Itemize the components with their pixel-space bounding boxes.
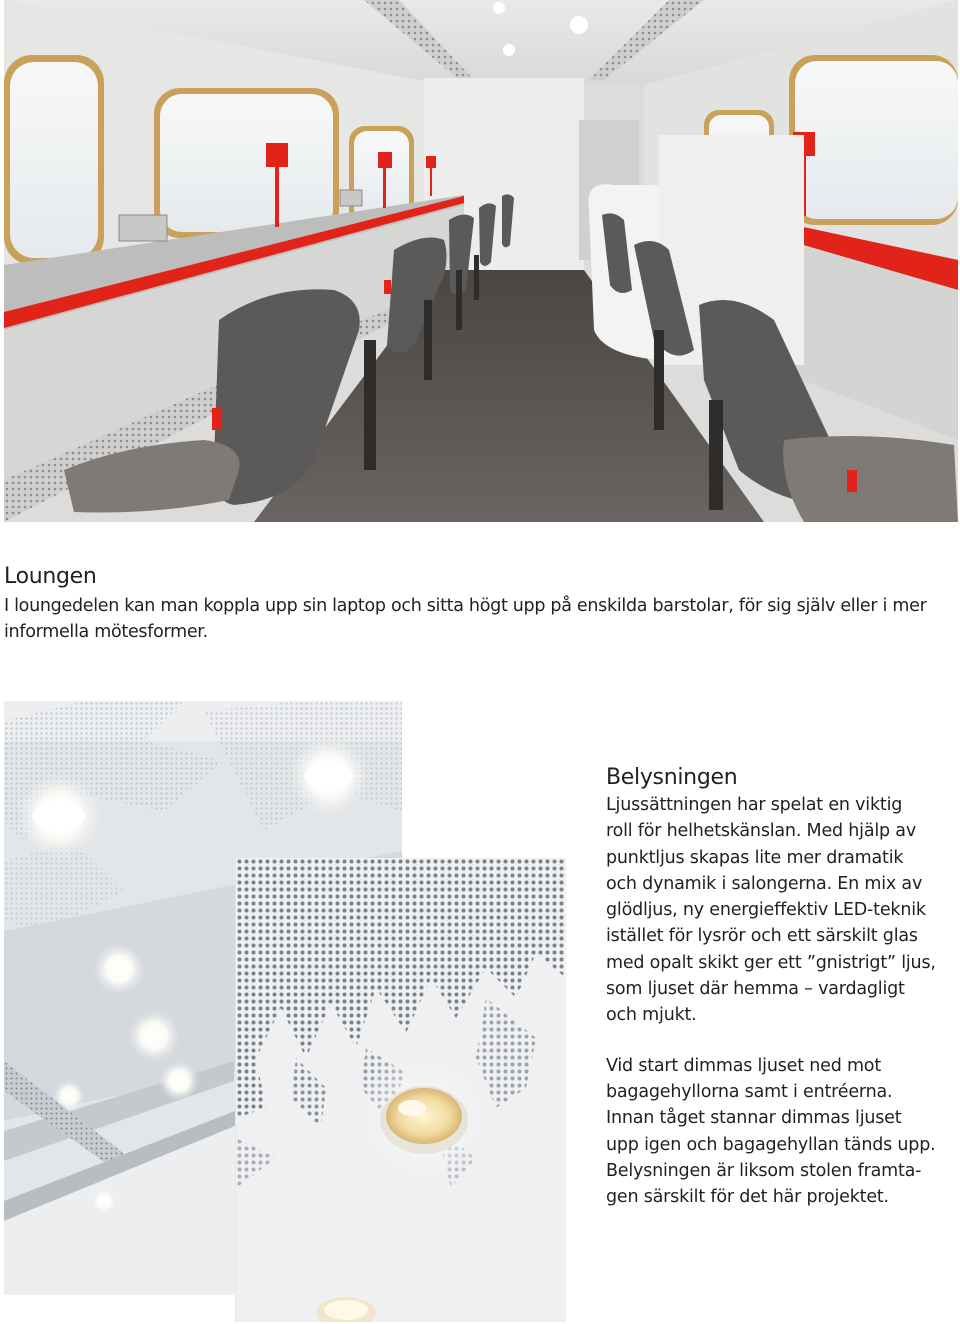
lounge-body: I loungedelen kan man koppla upp sin laptop och sitta högt upp på enskilda barstolar, för sig själv eller i mer informella mötesformer. <box>4 596 927 642</box>
lounge-heading: Loungen <box>4 564 97 589</box>
lighting-paragraph-2: Vid start dimmas ljuset ned mot bagagehyllorna samt i entréerna. Innan tåget stannar dimmas ljuset upp igen och bagagehyllan tänds upp. Belysningen är liksom stolen framta- gen särskilt för det här projektet. <box>606 1055 936 1208</box>
lighting-paragraph-1: Ljussättningen har spelat en viktig roll för helhetskänslan. Med hjälp av punktljus skapas lite mer dramatik och dynamik i salongerna. En mix av glödljus, ny energieffektiv LED-teknik istället för lysrör och ett särskilt glas med opalt skikt ger ett ”gnistrigt” ljus, som ljuset där hemma – vardagligt och mjukt. <box>606 795 936 1026</box>
ceiling-detail-photo <box>235 858 566 1322</box>
lighting-section <box>606 764 958 1210</box>
lounge-section <box>4 563 954 645</box>
lighting-heading: Belysningen <box>606 765 738 790</box>
lounge-photo <box>4 0 958 522</box>
